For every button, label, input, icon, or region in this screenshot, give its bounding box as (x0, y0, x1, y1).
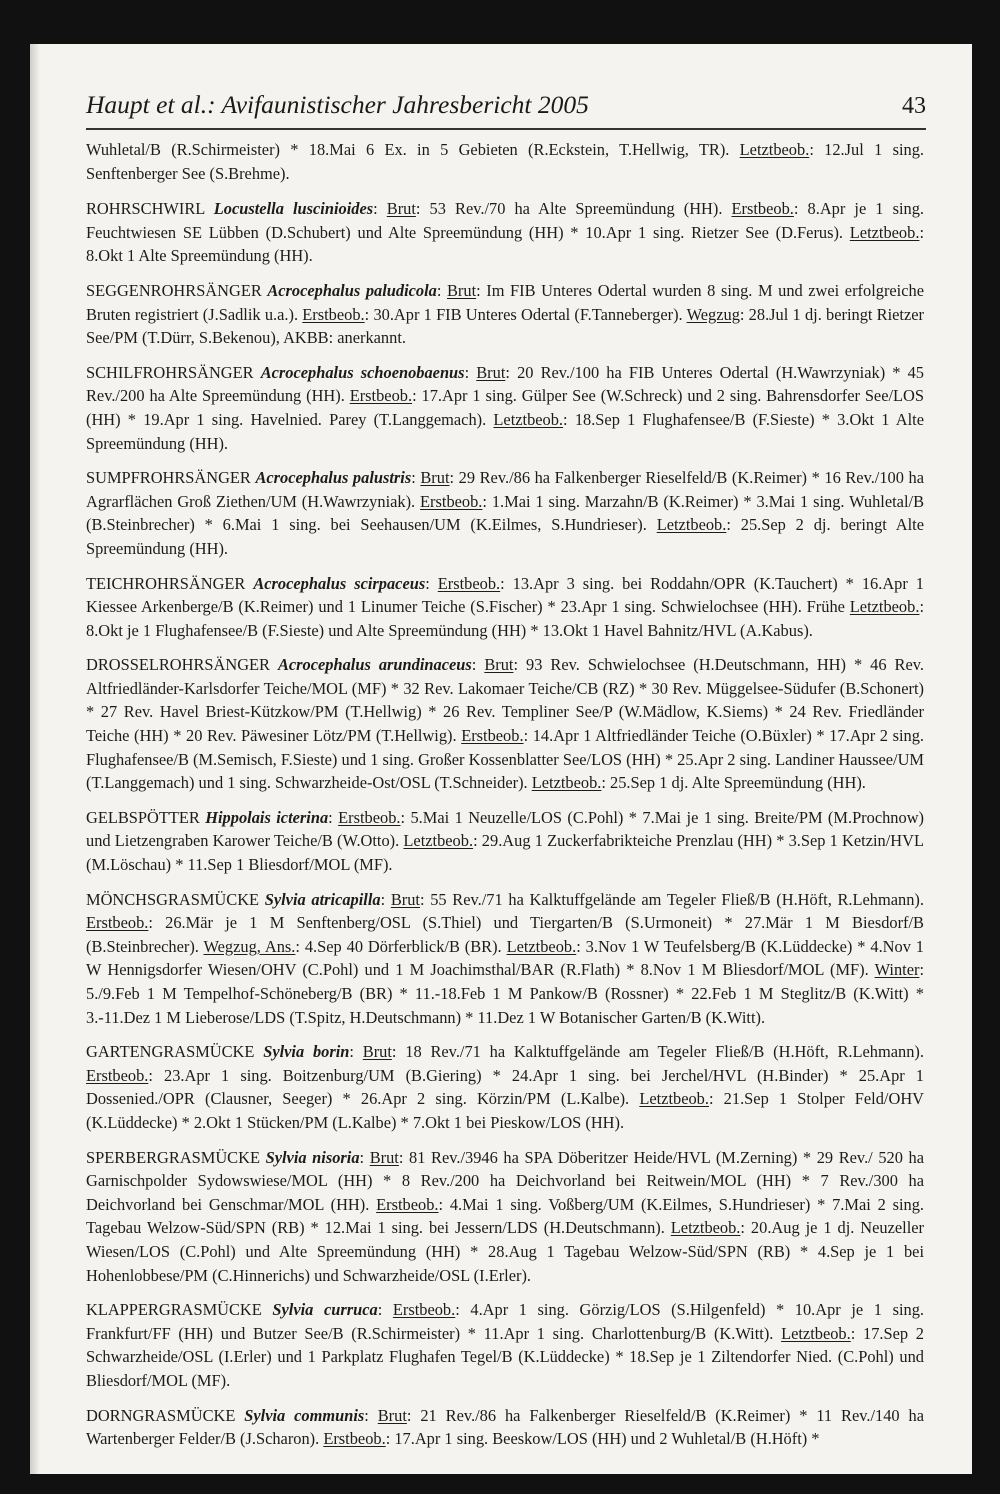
section-keyword: Letztbeob. (781, 1323, 851, 1343)
section-keyword: Wegzug (686, 304, 740, 324)
section-keyword: Letztbeob. (506, 936, 577, 956)
page-number: 43 (902, 93, 926, 119)
section-keyword: Erstbeob. (461, 726, 524, 746)
entry-text: : 25.Sep 2 dj. beringt Alte Spreemündung (HH). (86, 515, 924, 558)
entry-text: : 4.Apr 1 sing. Görzig/LOS (S.Hilgenfeld) * 10.Apr je 1 sing. Frankfurt/FF (HH) und Butzer See/B (R.Schirmeister) * 11.Apr 1 sing. Charlottenburg/B (K.Witt). (86, 1300, 924, 1343)
entry-text: : 55 Rev./71 ha Kalktuffgelände am Tegeler Fließ/B (H.Höft, R.Lehmann). (419, 889, 924, 909)
section-keyword: Letztbeob. (403, 831, 474, 851)
species-common-name: TEICHROHRSÄNGER (86, 573, 254, 593)
entry-text: : 8.Apr je 1 sing. Feuchtwiesen SE Lübben (D.Schubert) und Alte Spreemündung (HH) * 10.Apr 1 sing. Rietzer See (D.Ferus). (86, 199, 924, 242)
article-body (86, 138, 924, 1462)
section-keyword: Brut (446, 280, 477, 300)
section-keyword: Letztbeob. (849, 597, 920, 617)
species-common-name: DROSSELROHRSÄNGER (86, 655, 278, 675)
species-scientific-name: Sylvia nisoria (265, 1147, 360, 1167)
section-keyword: Erstbeob. (86, 1065, 149, 1085)
entry-text: : 12.Jul 1 sing. Senftenberger See (S.Brehme). (86, 140, 924, 183)
section-keyword: Brut (484, 655, 514, 675)
species-entry-teichrohrsaenger (86, 572, 924, 643)
species-scientific-name: Sylvia atricapilla (264, 889, 381, 909)
entry-text: : 81 Rev./3946 ha SPA Döberitzer Heide/HVL (M.Zerning) * 29 Rev./ 520 ha Garnischpolder Sydowswiese/MOL (HH) * 8 Rev./200 ha Deichvorland bei Reitwein/MOL (HH) * 7 Rev./300 ha Deichvorland bei Genschmar/MOL (HH). (86, 1147, 924, 1214)
section-keyword: Letztbeob. (670, 1218, 741, 1238)
species-common-name: SCHILFROHRSÄNGER (86, 362, 261, 382)
entry-text: : Im FIB Unteres Odertal wurden 8 sing. M und zwei erfolgreiche Bruten registriert (J.Sadlik u.a.). (86, 280, 924, 324)
header-rule (86, 128, 926, 130)
entry-text: : 1.Mai 1 sing. Marzahn/B (K.Reimer) * 3.Mai 1 sing. Wuhletal/B (B.Steinbrecher) * 6.Mai 1 sing. bei Seehausen/UM (K.Eilmes, S.Hundrieser). (86, 491, 924, 535)
entry-text: : 4.Sep 40 Dörferblick/B (BR). (295, 936, 507, 956)
species-scientific-name: Acrocephalus scirpaceus (253, 573, 426, 593)
entry-text: : 30.Apr 1 FIB Unteres Odertal (F.Tanneberger). (364, 304, 687, 324)
running-title: Haupt et al.: Avifaunistischer Jahresbericht 2005 (86, 90, 589, 119)
species-common-name: MÖNCHSGRASMÜCKE (86, 889, 265, 909)
species-common-name: SPERBERGRASMÜCKE (86, 1147, 266, 1167)
entry-text: : 4.Mai 1 sing. Voßberg/UM (K.Eilmes, S.Hundrieser) * 7.Mai 2 sing. Tagebau Welzow-Süd/SPN (RB) * 12.Mai 1 sing. bei Jessern/LDS (H.Deutschmann). (86, 1194, 924, 1238)
species-common-name: SEGGENROHRSÄNGER (86, 280, 268, 300)
entry-text: : (425, 573, 438, 593)
species-common-name: GELBSPÖTTER (86, 807, 206, 827)
species-entry-continuation (86, 138, 924, 185)
entry-text: : 21.Sep 1 Stolper Feld/OHV (K.Lüddecke) * 2.Okt 1 Stücken/PM (L.Kalbe) * 7.Okt 1 bei Pieskow/LOS (HH). (86, 1089, 924, 1132)
entry-text: : (436, 280, 447, 300)
entry-text: : 28.Jul 1 dj. beringt Rietzer See/PM (T.Dürr, S.Bekenou), AKBB: anerkannt. (86, 304, 924, 348)
entry-text: Wuhletal/B (R.Schirmeister) * 18.Mai 6 Ex. in 5 Gebieten (R.Eckstein, T.Hellwig, TR). (86, 140, 740, 159)
entry-text: : (377, 1300, 393, 1320)
section-keyword: Brut (369, 1147, 399, 1167)
section-keyword: Erstbeob. (392, 1300, 456, 1320)
book-page (30, 44, 972, 1474)
section-keyword: Erstbeob. (338, 807, 401, 827)
species-entry-moenchsgrasmuecke (86, 888, 924, 1030)
entry-text: : 25.Sep 1 dj. Alte Spreemündung (HH). (601, 773, 866, 793)
section-keyword: Wegzug, Ans. (203, 936, 296, 956)
page-header (86, 90, 926, 130)
species-scientific-name: Sylvia curruca (272, 1300, 378, 1320)
entry-text: : (464, 362, 477, 382)
entry-text: : 93 Rev. Schwielochsee (H.Deutschmann, HH) * 46 Rev. Altfriedländer-Karlsdorfer Teiche/MOL (MF) * 32 Rev. Lakomaer Teiche/CB (RZ) * 30 Rev. Müggelsee-Südufer (B.Schonert) * 27 Rev. Havel Briest-Kützkow/PM (T.Hellwig) * 26 Rev. Templiner See/P (W.Mädlow, K.Siems) * 24 Rev. Friedländer Teiche (HH) * 20 Rev. Päwesiner Lötz/PM (T.Hellwig). (86, 655, 924, 746)
section-keyword: Erstbeob. (302, 304, 365, 324)
entry-text: : 18 Rev./71 ha Kalktuffgelände am Tegeler Fließ/B (H.Höft, R.Lehmann). (391, 1042, 924, 1062)
entry-text: : 3.Nov 1 W Teufelsberg/B (K.Lüddecke) * 4.Nov 1 W Hennigsdorfer Wiesen/OHV (C.Pohl) und 1 M Joachimsthal/BAR (R.Flath) * 8.Nov 1 M Bliesdorf/MOL (MF). (86, 936, 924, 980)
section-keyword: Erstbeob. (437, 573, 501, 593)
entry-text: : 8.Okt 1 Alte Spreemündung (HH). (86, 222, 924, 266)
entry-text: : 5./9.Feb 1 M Tempelhof-Schöneberg/B (BR) * 11.-18.Feb 1 M Pankow/B (Rossner) * 22.Feb 1 M Steglitz/B (K.Witt) * 3.-11.Dez 1 M Lieberose/LDS (T.Spitz, H.Deutschmann) * 11.Dez 1 W Botanischer Garten/B (K.Witt). (86, 960, 924, 1027)
entry-text: : (471, 655, 485, 675)
section-keyword: Letztbeob. (639, 1089, 709, 1109)
entry-text: : (380, 889, 391, 909)
section-keyword: Brut (420, 468, 450, 488)
species-common-name: SUMPFROHRSÄNGER (86, 468, 256, 488)
entry-text: : (411, 468, 421, 488)
entry-text: : (364, 1405, 378, 1425)
species-entry-drosselrohrsaenger (86, 653, 924, 795)
species-common-name: DORNGRASMÜCKE (86, 1405, 245, 1425)
species-entry-rohrschwirl (86, 197, 924, 268)
entry-text: : 17.Sep 2 Schwarzheide/OSL (I.Erler) und 1 Parkplatz Flughafen Tegel/B (K.Lüddecke) * 18.Sep je 1 Ziltendorfer Nied. (C.Pohl) und Bliesdorf/MOL (MF). (86, 1323, 924, 1390)
section-keyword: Winter (874, 960, 920, 980)
entry-text: : 20 Rev./100 ha FIB Unteres Odertal (H.Wawrzyniak) * 45 Rev./200 ha Alte Spreemündung (HH). (86, 362, 924, 406)
species-scientific-name: Sylvia communis (244, 1405, 365, 1425)
section-keyword: Letztbeob. (531, 773, 602, 793)
section-keyword: Erstbeob. (376, 1194, 439, 1214)
entry-text: : 5.Mai 1 Neuzelle/LOS (C.Pohl) * 7.Mai je 1 sing. Breite/PM (M.Prochnow) und Lietzengraben Karower Teiche/B (W.Otto). (86, 807, 924, 851)
section-keyword: Erstbeob. (323, 1429, 386, 1449)
section-keyword: Letztbeob. (849, 222, 920, 242)
entry-text: : (359, 1147, 370, 1167)
entry-text: : 17.Apr 1 sing. Gülper See (W.Schreck) und 2 sing. Bahrensdorfer See/LOS (HH) * 19.Apr 1 sing. Havelnied. Parey (T.Langgemach). (86, 386, 925, 429)
species-entry-sumpfrohrsaenger (86, 466, 924, 560)
species-entry-seggenrohrsaenger (86, 279, 924, 350)
section-keyword: Erstbeob. (86, 913, 149, 933)
section-keyword: Brut (386, 199, 416, 219)
species-entry-gelbspoetter (86, 806, 924, 877)
section-keyword: Erstbeob. (420, 491, 483, 511)
species-entry-gartengrasmuecke (86, 1040, 924, 1134)
section-keyword: Brut (377, 1405, 407, 1425)
species-entry-dorngrasmuecke (86, 1404, 924, 1451)
species-scientific-name: Acrocephalus schoenobaenus (260, 362, 465, 382)
section-keyword: Erstbeob. (731, 199, 794, 219)
species-scientific-name: Locustella luscinioides (213, 199, 374, 219)
section-keyword: Letztbeob. (493, 409, 564, 429)
section-keyword: Letztbeob. (739, 140, 810, 159)
species-common-name: GARTENGRASMÜCKE (86, 1042, 264, 1062)
section-keyword: Letztbeob. (656, 515, 727, 535)
species-scientific-name: Sylvia borin (263, 1042, 350, 1062)
species-common-name: ROHRSCHWIRL (86, 199, 214, 219)
entry-text: : 20.Aug je 1 dj. Neuzeller Wiesen/LOS (C.Pohl) und Alte Spreemündung (HH) * 28.Aug 1 Tagebau Welzow-Süd/SPN (RB) * 4.Sep je 1 bei Hohenlobbese/PM (C.Hinnerichs) und Schwarzheide/OSL (I.Erler). (86, 1218, 924, 1285)
entry-text: : 23.Apr 1 sing. Boitzenburg/UM (B.Giering) * 24.Apr 1 sing. bei Jerchel/HVL (H.Binder) * 25.Apr 1 Dossenied./OPR (Clausner, Seeger) * 26.Apr 2 sing. Körzin/PM (L.Kalbe). (86, 1065, 924, 1109)
page-spine-shadow (30, 44, 40, 1474)
entry-text: : 14.Apr 1 Altfriedländer Teiche (O.Büxler) * 17.Apr 2 sing. Flughafensee/B (M.Semisch, F.Sieste) und 1 sing. Großer Kossenblatter See/LOS (HH) * 25.Apr 2 sing. Landiner Haussee/UM (T.Langgemach) und 1 sing. Schwarzheide-Ost/OSL (T.Schneider). (86, 726, 924, 793)
entry-text: : 29.Aug 1 Zuckerfabrikteiche Prenzlau (HH) * 3.Sep 1 Ketzin/HVL (M.Löschau) * 11.Sep 1 Bliesdorf/MOL (MF). (86, 831, 924, 875)
entry-text: : 13.Apr 3 sing. bei Roddahn/OPR (K.Tauchert) * 16.Apr 1 Kiessee Arkenberge/B (K.Reimer) und 1 Linumer Teiche (S.Fischer) * 23.Apr 1 sing. Schwielochsee (HH). Frühe (86, 573, 924, 617)
entry-text: : 29 Rev./86 ha Falkenberger Rieselfeld/B (K.Reimer) * 16 Rev./100 ha Agrarflächen Groß Ziethen/UM (H.Wawrzyniak). (86, 468, 924, 511)
section-keyword: Brut (362, 1042, 392, 1062)
species-scientific-name: Hippolais icterina (205, 807, 329, 827)
entry-text: : 18.Sep 1 Flughafensee/B (F.Sieste) * 3.Okt 1 Alte Spreemündung (HH). (86, 409, 924, 453)
entry-text: : (328, 807, 339, 827)
species-scientific-name: Acrocephalus arundinaceus (277, 655, 472, 675)
section-keyword: Erstbeob. (349, 386, 413, 406)
species-common-name: KLAPPERGRASMÜCKE (86, 1300, 273, 1320)
entry-text: : 53 Rev./70 ha Alte Spreemündung (HH). (415, 199, 732, 219)
species-entry-sperbergrasmuecke (86, 1146, 924, 1288)
species-scientific-name: Acrocephalus paludicola (267, 280, 437, 300)
section-keyword: Brut (390, 889, 420, 909)
entry-text: : (373, 199, 387, 219)
section-keyword: Brut (476, 362, 506, 382)
species-entry-schilfrohrsaenger (86, 361, 924, 455)
entry-text: : (349, 1042, 363, 1062)
entry-text: : 21 Rev./86 ha Falkenberger Rieselfeld/B (K.Reimer) * 11 Rev./140 ha Wartenberger Felder/B (J.Scharon). (86, 1405, 924, 1449)
species-entry-klappergrasmuecke (86, 1298, 924, 1392)
species-scientific-name: Acrocephalus palustris (255, 468, 412, 488)
entry-text: : 17.Apr 1 sing. Beeskow/LOS (HH) und 2 Wuhletal/B (H.Höft) * (385, 1429, 820, 1449)
entry-text: : 26.Mär je 1 M Senftenberg/OSL (S.Thiel) und Tiergarten/B (S.Urmoneit) * 27.Mär 1 M Biesdorf/B (B.Steinbrecher). (86, 913, 924, 956)
entry-text: : 8.Okt je 1 Flughafensee/B (F.Sieste) und Alte Spreemündung (HH) * 13.Okt 1 Havel Bahnitz/HVL (A.Kabus). (86, 597, 924, 640)
